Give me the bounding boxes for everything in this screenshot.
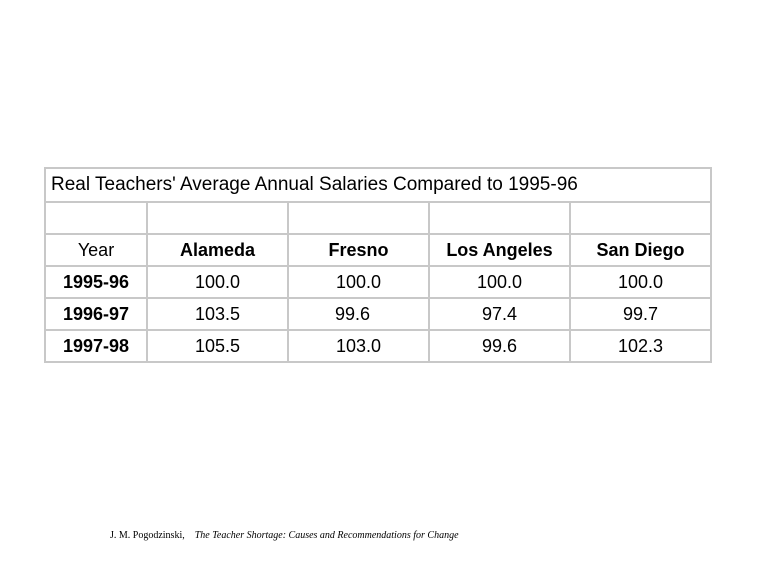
salary-table xyxy=(44,167,712,363)
value-cell: 100.0 xyxy=(570,266,711,298)
column-header-san-diego: San Diego xyxy=(570,234,711,266)
year-cell: 1995-96 xyxy=(45,266,147,298)
column-header-alameda: Alameda xyxy=(147,234,288,266)
empty-row xyxy=(45,202,711,234)
column-header-year: Year xyxy=(45,234,147,266)
empty-cell xyxy=(147,202,288,234)
header-row xyxy=(45,234,711,266)
value-cell: 99.6 xyxy=(429,330,570,362)
empty-cell xyxy=(288,202,429,234)
value-cell: 103.5 xyxy=(147,298,288,330)
empty-cell xyxy=(429,202,570,234)
value-cell: 100.0 xyxy=(288,266,429,298)
value-cell: 97.4 xyxy=(429,298,570,330)
value-cell: 99.7 xyxy=(570,298,711,330)
column-header-los-angeles: Los Angeles xyxy=(429,234,570,266)
table-row xyxy=(45,266,711,298)
citation xyxy=(110,530,459,541)
citation-author: J. M. Pogodzinski, xyxy=(110,530,185,541)
empty-cell xyxy=(570,202,711,234)
title-row xyxy=(45,168,711,202)
value-cell: 100.0 xyxy=(429,266,570,298)
value-cell: 99.6 xyxy=(288,298,429,330)
value-cell: 102.3 xyxy=(570,330,711,362)
year-cell: 1996-97 xyxy=(45,298,147,330)
table-title: Real Teachers' Average Annual Salaries Compared to 1995-96 xyxy=(45,168,711,202)
empty-cell xyxy=(45,202,147,234)
column-header-fresno: Fresno xyxy=(288,234,429,266)
value-cell: 100.0 xyxy=(147,266,288,298)
table-row xyxy=(45,330,711,362)
year-cell: 1997-98 xyxy=(45,330,147,362)
table-row xyxy=(45,298,711,330)
value-cell: 103.0 xyxy=(288,330,429,362)
value-cell: 105.5 xyxy=(147,330,288,362)
citation-book-title: The Teacher Shortage: Causes and Recommendations for Change xyxy=(194,530,459,541)
